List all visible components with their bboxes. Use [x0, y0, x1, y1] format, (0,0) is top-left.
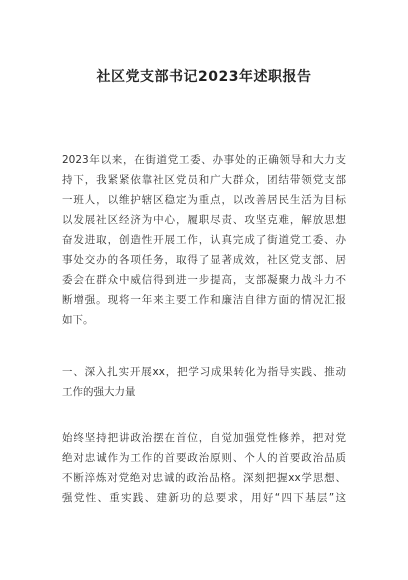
section1-heading — [62, 362, 346, 402]
intro-line: 2023年以来，在街道党工委、办事处的正确领导和大力支 — [62, 154, 346, 166]
section1-heading-line: 工作的强大力量 — [62, 386, 136, 398]
intro-line: 委会在群众中威信得到进一步提高，支部凝聚力战斗力不 — [62, 274, 346, 286]
intro-line: 以发展社区经济为中心，履职尽责、攻坚克难，解放思想 — [62, 214, 346, 226]
document-title: 社区党支部书记2023年述职报告 — [96, 69, 312, 85]
intro-line: 事处交办的各项任务，取得了显著成效，社区党支部、居 — [62, 254, 346, 266]
intro-line: 一班人，以维护辖区稳定为重点，以改善居民生活为目标 — [62, 194, 346, 206]
section1-body-paragraph — [62, 428, 346, 508]
section1-body-line: 强党性、重实践、建新功的总要求，用好“四下基层”这 — [62, 492, 346, 504]
section1-body-line: 始终坚持把讲政治摆在首位，自觉加强党性修养，把对党 — [62, 432, 346, 444]
intro-line: 如下。 — [62, 314, 94, 326]
intro-paragraph — [62, 150, 346, 330]
section1-heading-line: 一、深入扎实开展xx，把学习成果转化为指导实践、推动 — [62, 366, 346, 378]
intro-line: 断增强。现将一年来主要工作和廉洁自律方面的情况汇报 — [62, 294, 346, 306]
section1-body-line: 不断淬炼对党绝对忠诚的政治品格。深刻把握xx学思想、 — [62, 472, 346, 484]
section1-body-line: 绝对忠诚作为工作的首要政治原则、个人的首要政治品质 — [62, 452, 346, 464]
intro-line: 奋发进取，创造性开展工作，认真完成了街道党工委、办 — [62, 234, 346, 246]
intro-line: 持下，我紧紧依靠社区党员和广大群众，团结带领党支部 — [62, 174, 346, 186]
